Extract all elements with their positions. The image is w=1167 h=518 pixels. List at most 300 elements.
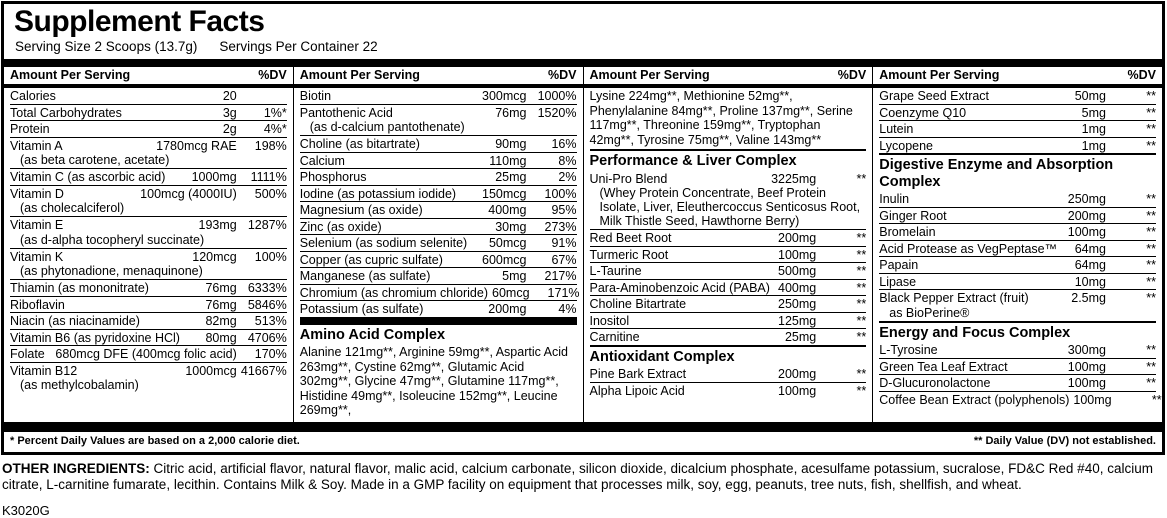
nutrient-row xyxy=(10,296,287,313)
nutrient-row xyxy=(590,295,867,312)
nutrient-amount: 76mg xyxy=(205,297,237,312)
serving-size: Serving Size 2 Scoops (13.7g) xyxy=(15,39,198,54)
nutrient-row xyxy=(300,168,577,185)
nutrient-row xyxy=(300,88,577,104)
nutrient-name: Selenium (as sodium selenite) xyxy=(299,236,468,250)
nutrient-row xyxy=(879,240,1156,257)
nutrient-row xyxy=(879,256,1156,273)
nutrient-main-line xyxy=(10,280,287,296)
section-header: Digestive Enzyme and Absorption Complex xyxy=(879,153,1156,191)
panel-title: Supplement Facts xyxy=(14,5,265,38)
nutrient-name: Vitamin A xyxy=(10,138,63,153)
nutrient-amount: 100mg xyxy=(778,247,817,262)
nutrient-amount: 60mcg xyxy=(492,285,530,300)
nutrient-dv: ** xyxy=(856,330,867,345)
nutrient-dv: 4%* xyxy=(263,122,287,136)
nutrient-name: Vitamin K xyxy=(10,249,64,264)
nutrient-name: Vitamin B6 (as pyridoxine HCl) xyxy=(10,330,180,345)
nutrient-dv: ** xyxy=(1146,138,1156,153)
nutrient-amount: 1780mcg RAE xyxy=(156,138,237,153)
nutrient-amount: 3225mg xyxy=(771,171,817,186)
section-header: Energy and Focus Complex xyxy=(879,321,1156,343)
nutrient-main-line xyxy=(879,241,1156,257)
nutrient-amount: 300mcg xyxy=(482,89,527,103)
nutrient-main-line xyxy=(879,191,1156,207)
amount-per-serving-heading: Amount Per Serving xyxy=(879,68,1000,82)
nutrient-dv: ** xyxy=(1146,105,1156,120)
column-1 xyxy=(4,59,293,422)
nutrient-dv: ** xyxy=(856,280,867,295)
nutrient-name: Green Tea Leaf Extract xyxy=(879,359,1008,374)
nutrient-name: Black Pepper Extract (fruit) xyxy=(879,291,1029,305)
nutrient-dv: ** xyxy=(856,367,867,382)
nutrient-amount: 200mg xyxy=(488,302,527,316)
nutrient-main-line xyxy=(590,171,867,187)
nutrient-main-line xyxy=(879,121,1156,137)
nutrient-amount: 64mg xyxy=(1074,241,1106,256)
nutrient-main-line xyxy=(10,169,287,185)
nutrient-amount: 64mg xyxy=(1074,258,1106,272)
product-code: K3020G xyxy=(2,502,50,518)
other-ingredients-text: Citric acid, artificial flavor, natural flavor, malic acid, calcium carbonate, silicon dioxide, dicalcium phosphate, acesulfame potassium, sucralose, FD&C Red #40, calcium citrate, L-carnitine fumarate, lecithin. Contains Milk & Soy. Made in a GMP facility on equipment that processes milk, soy, egg, peanuts, tree nuts, fish, shellfish, and wheat. xyxy=(2,460,1153,493)
nutrient-dv: ** xyxy=(1146,343,1156,357)
nutrient-source: as BioPerine® xyxy=(889,305,970,320)
nutrient-main-line xyxy=(300,219,577,235)
nutrient-main-line xyxy=(10,363,287,379)
nutrient-amount: 3g xyxy=(222,105,237,120)
nutrient-dv: ** xyxy=(856,231,867,246)
nutrient-name: Thiamin (as mononitrate) xyxy=(10,281,149,295)
nutrient-main-line xyxy=(300,169,577,185)
nutrient-dv: 1000% xyxy=(537,89,577,103)
nutrient-amount: 20 xyxy=(222,89,237,103)
nutrient-main-line xyxy=(590,230,867,246)
nutrient-columns xyxy=(4,59,1162,422)
nutrient-amount: 1mg xyxy=(1081,138,1106,153)
nutrient-dv: 91% xyxy=(551,236,577,250)
nutrient-name: Coenzyme Q10 xyxy=(879,105,967,120)
nutrient-name: Choline (as bitartrate) xyxy=(299,137,420,151)
nutrient-row xyxy=(10,137,287,169)
servings-per-container: Servings Per Container 22 xyxy=(219,39,378,54)
nutrient-row xyxy=(10,312,287,329)
nutrient-dv: ** xyxy=(856,383,867,398)
nutrient-dv: ** xyxy=(856,247,867,262)
nutrient-name: Zinc (as oxide) xyxy=(299,219,382,234)
nutrient-row xyxy=(590,328,867,345)
nutrient-dv: ** xyxy=(1146,225,1156,239)
nutrient-dv: 6333% xyxy=(247,281,287,295)
nutrient-main-line xyxy=(879,88,1156,104)
nutrient-row xyxy=(10,248,287,280)
nutrient-row xyxy=(300,135,577,152)
nutrient-main-line xyxy=(300,88,577,104)
nutrient-row xyxy=(879,342,1156,358)
nutrient-main-line xyxy=(590,366,867,382)
nutrient-dv: ** xyxy=(1146,274,1156,289)
nutrient-source: (as d-alpha tocopheryl succinate) xyxy=(20,232,205,247)
nutrient-row xyxy=(879,137,1156,154)
nutrient-main-line xyxy=(10,346,287,362)
nutrient-name: Red Beet Root xyxy=(589,231,672,246)
nutrient-dv: 198% xyxy=(254,138,287,153)
nutrient-row xyxy=(590,312,867,329)
nutrient-amount: 100mg xyxy=(1073,392,1112,407)
nutrient-dv: ** xyxy=(856,297,867,312)
dv-heading: %DV xyxy=(837,68,867,82)
nutrient-row xyxy=(300,234,577,251)
nutrient-name: Vitamin D xyxy=(10,186,64,201)
nutrient-name: Manganese (as sulfate) xyxy=(299,269,431,283)
nutrient-name: Potassium (as sulfate) xyxy=(299,302,424,316)
amount-per-serving-heading: Amount Per Serving xyxy=(589,68,710,82)
nutrient-row xyxy=(300,152,577,169)
nutrient-main-line xyxy=(879,392,1162,408)
nutrient-source: (as d-calcium pantothenate) xyxy=(309,120,465,134)
nutrient-dv: ** xyxy=(1146,291,1156,305)
nutrient-row xyxy=(300,267,577,284)
nutrient-amount: 1mg xyxy=(1081,122,1106,136)
nutrient-amount: 76mg xyxy=(205,281,237,295)
nutrient-dv: ** xyxy=(1146,241,1156,256)
column-header xyxy=(873,59,1162,88)
nutrient-name: Iodine (as potassium iodide) xyxy=(299,186,457,201)
nutrient-amount: 600mcg xyxy=(482,252,527,267)
nutrient-name: Niacin (as niacinamide) xyxy=(10,314,140,328)
nutrient-amount: 200mg xyxy=(778,367,817,382)
nutrient-row xyxy=(879,191,1156,207)
nutrient-name: Acid Protease as VegPeptase™ xyxy=(879,241,1058,256)
nutrient-row xyxy=(10,362,287,394)
nutrient-dv: ** xyxy=(1146,208,1156,223)
footnotes-row xyxy=(4,422,1162,452)
nutrient-row xyxy=(10,104,287,121)
nutrient-amount: 500mg xyxy=(778,264,817,279)
nutrient-row xyxy=(590,246,867,263)
column-body xyxy=(873,88,1162,409)
percent-dv-footnote: * Percent Daily Values are based on a 2,000 calorie diet. xyxy=(10,434,300,447)
nutrient-name: Vitamin C (as ascorbic acid) xyxy=(10,170,166,184)
nutrient-amount: 200mg xyxy=(1067,208,1106,223)
nutrient-main-line xyxy=(879,290,1156,306)
nutrient-amount: 5mg xyxy=(502,269,527,283)
amino-acid-text: Alanine 121mg**, Arginine 59mg**, Aspartic Acid 263mg**, Cystine 62mg**, Glutamic Acid 302mg**, Glycine 47mg**, Glutamine 117mg**, Histidine 49mg**, Isoleucine 152mg**, Leucine 269mg**, xyxy=(299,345,568,418)
nutrient-name: Lycopene xyxy=(879,138,933,153)
nutrient-dv: 16% xyxy=(551,137,577,151)
nutrient-amount: 250mg xyxy=(778,297,817,312)
nutrient-row xyxy=(879,104,1156,121)
nutrient-dv: 100% xyxy=(254,249,287,264)
nutrient-row xyxy=(300,104,577,136)
nutrient-dv: 4% xyxy=(558,302,577,316)
nutrient-row xyxy=(879,120,1156,137)
nutrient-dv: ** xyxy=(1151,392,1162,407)
nutrient-row xyxy=(879,358,1156,375)
nutrient-main-line xyxy=(300,136,577,152)
section-header: Amino Acid Complex xyxy=(300,317,577,345)
nutrient-amount: 100mg xyxy=(1067,225,1106,239)
nutrient-row xyxy=(879,88,1156,104)
nutrient-main-line xyxy=(879,342,1156,358)
section-header: Antioxidant Complex xyxy=(590,345,867,367)
nutrient-row xyxy=(300,251,577,268)
nutrient-row xyxy=(10,216,287,248)
nutrient-main-line xyxy=(879,105,1156,121)
nutrient-dv: 4706% xyxy=(247,330,287,345)
nutrient-main-line xyxy=(879,359,1156,375)
nutrient-name: Carnitine xyxy=(589,330,640,345)
nutrient-main-line xyxy=(590,296,867,312)
nutrient-name: Inositol xyxy=(589,313,630,328)
column-header xyxy=(584,59,873,88)
nutrient-dv: 1287% xyxy=(247,218,287,232)
nutrient-main-line xyxy=(300,301,577,317)
nutrient-main-line xyxy=(879,138,1156,154)
nutrient-row xyxy=(300,218,577,235)
dv-heading: %DV xyxy=(258,68,287,82)
nutrient-name: Inulin xyxy=(879,192,910,206)
facts-panel xyxy=(1,1,1165,455)
nutrient-amount: 400mg xyxy=(778,280,817,295)
dv-heading: %DV xyxy=(548,68,577,82)
nutrient-amount: 2.5mg xyxy=(1071,291,1106,305)
nutrient-source: (as beta carotene, acetate) xyxy=(20,153,170,167)
nutrient-row xyxy=(10,279,287,296)
nutrient-source: (as cholecalciferol) xyxy=(20,201,125,215)
nutrient-main-line xyxy=(10,217,287,233)
nutrient-dv: 1520% xyxy=(537,105,577,120)
nutrient-main-line xyxy=(10,297,287,313)
nutrient-dv: 95% xyxy=(551,203,577,217)
nutrient-dv: ** xyxy=(1146,359,1156,374)
nutrient-name: Vitamin B12 xyxy=(10,363,78,378)
nutrient-source: (as phytonadione, menaquinone) xyxy=(20,264,203,278)
nutrient-amount: 110mg xyxy=(489,153,527,168)
nutrient-amount: 76mg xyxy=(495,105,527,120)
nutrient-amount: 200mg xyxy=(778,231,817,246)
nutrient-main-line xyxy=(300,202,577,218)
nutrient-dv: ** xyxy=(856,171,867,186)
nutrient-row xyxy=(300,185,577,202)
nutrient-row xyxy=(10,185,287,217)
nutrient-dv: 8% xyxy=(558,153,577,168)
nutrient-name: Alpha Lipoic Acid xyxy=(589,383,685,398)
nutrient-row xyxy=(590,382,867,399)
amino-acid-text: Lysine 224mg**, Methionine 52mg**, Phenylalanine 84mg**, Proline 137mg**, Serine 117mg**, Threonine 159mg**, Tryptophan 42mg**, Tyrosine 75mg**, Valine 143mg** xyxy=(589,89,853,147)
nutrient-main-line xyxy=(300,153,577,169)
nutrient-name: Turmeric Root xyxy=(589,247,669,262)
nutrient-name: Uni-Pro Blend xyxy=(589,171,668,186)
nutrient-name: Vitamin E xyxy=(10,218,64,232)
amount-per-serving-heading: Amount Per Serving xyxy=(299,68,420,82)
nutrient-name: Magnesium (as oxide) xyxy=(299,203,423,217)
nutrient-row xyxy=(10,88,287,104)
column-body xyxy=(584,88,873,400)
nutrient-main-line xyxy=(590,247,867,263)
nutrient-dv: 217% xyxy=(544,269,577,283)
nutrient-dv: ** xyxy=(1146,192,1156,206)
nutrient-main-line xyxy=(590,280,867,296)
nutrient-amount: 25mg xyxy=(784,330,817,345)
nutrient-dv: ** xyxy=(1146,376,1156,390)
nutrient-amount: 82mg xyxy=(205,314,237,328)
nutrient-amount: 1000mcg xyxy=(185,363,237,378)
nutrient-name: Pine Bark Extract xyxy=(589,367,687,382)
nutrient-name: Lutein xyxy=(879,122,914,136)
nutrient-amount: 30mg xyxy=(495,219,527,234)
nutrient-amount: 120mcg xyxy=(192,249,237,264)
nutrient-dv: 5846% xyxy=(247,297,287,312)
nutrient-name: Total Carbohydrates xyxy=(10,105,122,120)
nutrient-name: Folate xyxy=(10,347,45,361)
nutrient-name: L-Taurine xyxy=(589,264,642,279)
nutrient-dv: 1111% xyxy=(250,170,287,184)
nutrient-amount: 300mg xyxy=(1067,343,1106,357)
nutrient-amount: 100mg xyxy=(1067,359,1106,374)
nutrient-main-line xyxy=(300,105,577,121)
nutrient-amount: 2g xyxy=(222,122,237,136)
nutrient-name: Protein xyxy=(10,122,50,136)
nutrient-dv: 273% xyxy=(544,219,577,234)
nutrient-dv: 100% xyxy=(544,186,577,201)
nutrient-main-line xyxy=(590,329,867,345)
nutrient-row xyxy=(300,300,577,317)
nutrient-main-line xyxy=(590,263,867,279)
nutrient-name: Bromelain xyxy=(879,225,936,239)
nutrient-main-line xyxy=(300,268,577,284)
nutrient-amount: 100mg xyxy=(1067,376,1106,390)
nutrient-row xyxy=(590,279,867,296)
nutrient-name: Grape Seed Extract xyxy=(879,89,990,103)
nutrient-name: Pantothenic Acid xyxy=(299,105,393,120)
nutrient-amount: 5mg xyxy=(1081,105,1106,120)
nutrient-row xyxy=(300,201,577,218)
nutrient-name: Papain xyxy=(879,258,919,272)
nutrient-source: (Whey Protein Concentrate, Beef Protein Isolate, Liver, Eleuthercoccus Senticosus Root, Milk Thistle Seed, Hawthorne Berry) xyxy=(599,186,861,229)
nutrient-main-line xyxy=(879,224,1156,240)
nutrient-dv: ** xyxy=(1146,89,1156,103)
nutrient-name: Calories xyxy=(10,89,56,103)
nutrient-dv: 1%* xyxy=(263,105,287,120)
nutrient-name: L-Tyrosine xyxy=(879,343,938,357)
column-4 xyxy=(872,59,1162,422)
nutrient-dv: 2% xyxy=(558,170,577,184)
nutrient-name: Phosphorus xyxy=(299,170,367,184)
nutrient-amount: 80mg xyxy=(205,330,237,345)
nutrient-amount: 10mg xyxy=(1074,274,1106,289)
nutrient-row xyxy=(879,207,1156,224)
nutrient-name: Lipase xyxy=(879,274,917,289)
serving-info xyxy=(14,37,1152,59)
nutrient-main-line xyxy=(10,313,287,329)
nutrient-dv: 170% xyxy=(254,347,287,361)
nutrient-name: Para-Aminobenzoic Acid (PABA) xyxy=(589,280,770,295)
nutrient-name: D-Glucuronolactone xyxy=(879,376,991,390)
nutrient-row xyxy=(299,284,580,301)
column-3 xyxy=(583,59,873,422)
nutrient-amount: 680mcg DFE (400mcg folic acid) xyxy=(55,347,237,361)
nutrient-row xyxy=(879,374,1156,391)
nutrient-main-line xyxy=(590,383,867,399)
nutrient-main-line xyxy=(300,252,577,268)
amount-per-serving-heading: Amount Per Serving xyxy=(10,68,131,82)
nutrient-amount: 193mg xyxy=(198,218,237,232)
nutrient-amount: 125mg xyxy=(778,313,817,328)
nutrient-dv: 41667% xyxy=(240,363,287,378)
other-ingredients-label: OTHER INGREDIENTS: xyxy=(2,460,150,476)
nutrient-row xyxy=(10,345,287,362)
section-header: Performance & Liver Complex xyxy=(590,149,867,171)
nutrient-row xyxy=(10,168,287,185)
nutrient-dv: 67% xyxy=(551,252,577,267)
nutrient-main-line xyxy=(10,121,287,137)
nutrient-amount: 50mcg xyxy=(488,236,527,250)
nutrient-name: Riboflavin xyxy=(10,297,65,312)
nutrient-main-line xyxy=(10,330,287,346)
nutrient-name: Coffee Bean Extract (polyphenols) xyxy=(879,392,1070,407)
nutrient-amount: 150mcg xyxy=(482,186,527,201)
nutrient-name: Choline Bitartrate xyxy=(589,297,687,312)
nutrient-row xyxy=(10,120,287,137)
dv-heading: %DV xyxy=(1127,68,1156,82)
nutrient-main-line xyxy=(590,313,867,329)
nutrient-name: Biotin xyxy=(299,89,332,103)
nutrient-amount: 400mg xyxy=(488,203,527,217)
nutrient-main-line xyxy=(10,249,287,265)
nutrient-name: Chromium (as chromium chloride) xyxy=(299,285,488,300)
nutrient-amount: 50mg xyxy=(1074,89,1106,103)
nutrient-dv: ** xyxy=(1146,258,1156,272)
other-ingredients xyxy=(0,455,1167,494)
nutrient-main-line xyxy=(879,257,1156,273)
nutrient-dv: 171% xyxy=(547,285,580,300)
nutrient-main-line xyxy=(10,186,287,202)
nutrient-name: Calcium xyxy=(299,153,345,168)
nutrient-main-line xyxy=(299,285,580,301)
column-2 xyxy=(293,59,583,422)
nutrient-main-line xyxy=(10,105,287,121)
nutrient-main-line xyxy=(879,375,1156,391)
nutrient-row xyxy=(879,223,1156,240)
nutrient-row xyxy=(879,289,1156,321)
nutrient-dv: ** xyxy=(856,313,867,328)
nutrient-main-line xyxy=(300,235,577,251)
nutrient-name: Ginger Root xyxy=(879,208,947,223)
nutrient-main-line xyxy=(10,88,287,104)
nutrient-row xyxy=(590,171,867,230)
nutrient-row xyxy=(879,273,1156,290)
nutrient-main-line xyxy=(879,208,1156,224)
nutrient-amount: 100mg xyxy=(778,383,817,398)
nutrient-amount: 1000mg xyxy=(191,170,237,184)
nutrient-dv: 500% xyxy=(254,186,287,201)
nutrient-row xyxy=(590,262,867,279)
nutrient-main-line xyxy=(300,186,577,202)
nutrient-main-line xyxy=(10,138,287,154)
supplement-facts-label xyxy=(0,1,1167,518)
column-header xyxy=(4,59,293,88)
nutrient-amount: 250mg xyxy=(1067,192,1106,206)
nutrient-dv: 513% xyxy=(254,314,287,328)
nutrient-dv: ** xyxy=(1146,122,1156,136)
dv-not-established-footnote: ** Daily Value (DV) not established. xyxy=(973,434,1156,447)
nutrient-row xyxy=(879,391,1162,408)
column-body xyxy=(294,88,583,422)
column-header xyxy=(294,59,583,88)
nutrient-row xyxy=(590,366,867,382)
nutrient-row xyxy=(590,229,867,246)
nutrient-name: Copper (as cupric sulfate) xyxy=(299,252,443,267)
